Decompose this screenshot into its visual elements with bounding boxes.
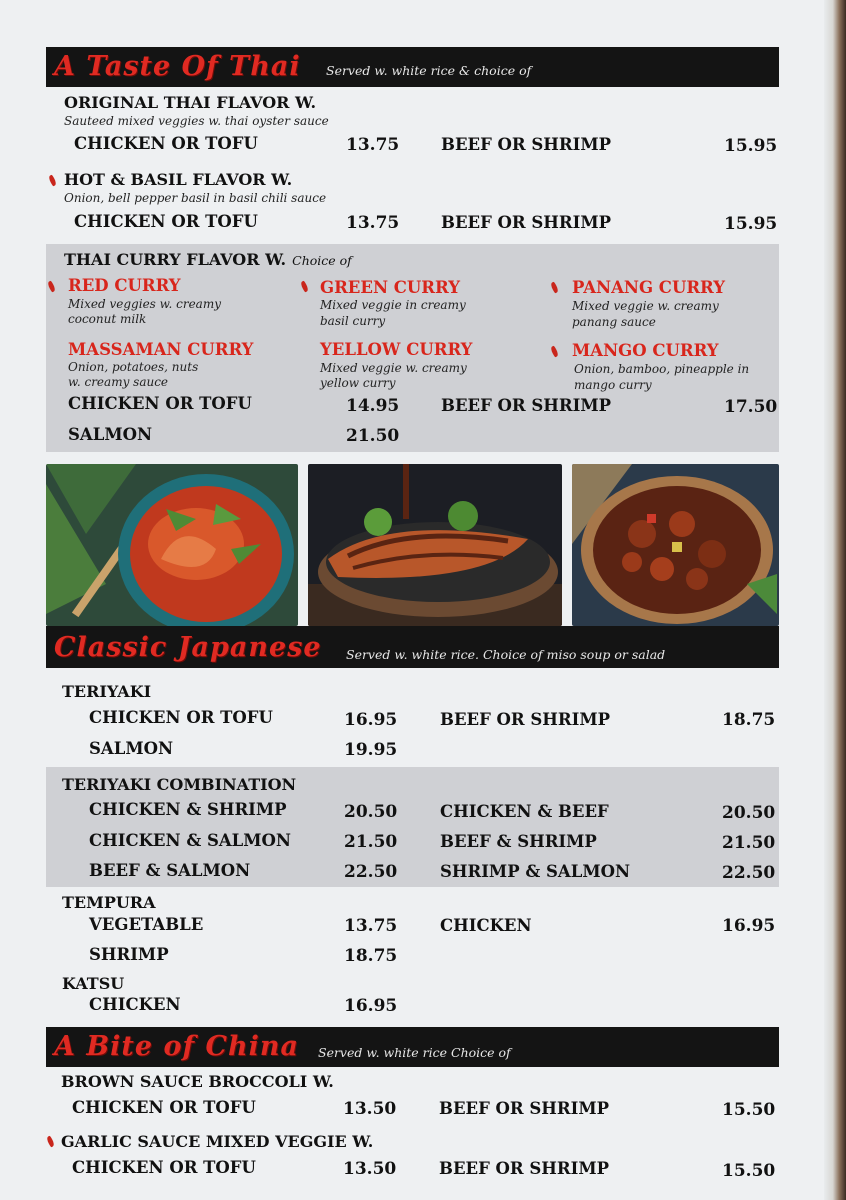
massaman-curry-desc-1: Onion, potatoes, nuts bbox=[68, 360, 199, 374]
tempura-price: 18.75 bbox=[344, 946, 398, 966]
original-thai-desc: Sauteed mixed veggies w. thai oyster sauce bbox=[64, 114, 329, 128]
original-thai-opt1: CHICKEN OR TOFU bbox=[74, 134, 258, 153]
teriyaki-heading: TERIYAKI bbox=[62, 682, 152, 701]
thai-subtitle: Served w. white rice & choice of bbox=[326, 63, 532, 78]
combination-item: BEEF & SALMON bbox=[89, 861, 251, 880]
katsu-heading: KATSU bbox=[62, 974, 125, 993]
mango-curry: MANGO CURRY bbox=[572, 341, 719, 360]
red-curry-desc-1: Mixed veggies w. creamy bbox=[68, 297, 221, 311]
katsu-item: CHICKEN bbox=[89, 995, 181, 1014]
massaman-curry: MASSAMAN CURRY bbox=[68, 340, 254, 359]
hot-basil-desc: Onion, bell pepper basil in basil chili sauce bbox=[64, 191, 327, 205]
panang-curry-desc-2: panang sauce bbox=[572, 315, 656, 329]
thai-title: A Taste Of Thai bbox=[54, 51, 301, 82]
japanese-banner bbox=[46, 626, 779, 668]
chinese-stir-fry-photo bbox=[572, 464, 779, 626]
china-subtitle: Served w. white rice Choice of bbox=[318, 1045, 511, 1060]
yellow-curry-desc-2: yellow curry bbox=[320, 376, 396, 390]
curry-heading-text: THAI CURRY FLAVOR W. bbox=[64, 250, 287, 269]
combination-price: 21.50 bbox=[722, 833, 776, 853]
teriyaki-item: BEEF OR SHRIMP bbox=[440, 710, 610, 729]
garlic-sauce-heading: GARLIC SAUCE MIXED VEGGIE W. bbox=[61, 1132, 374, 1151]
japanese-subtitle: Served w. white rice. Choice of miso soup or salad bbox=[346, 647, 666, 662]
tempura-item: VEGETABLE bbox=[89, 915, 204, 934]
panang-curry-desc-1: Mixed veggie w. creamy bbox=[572, 299, 719, 313]
green-curry-desc-1: Mixed veggie in creamy bbox=[320, 298, 466, 312]
combination-price: 20.50 bbox=[722, 803, 776, 823]
tempura-price: 16.95 bbox=[722, 916, 776, 936]
brown-sauce-price2: 15.50 bbox=[722, 1100, 776, 1120]
combination-item: CHICKEN & BEEF bbox=[440, 802, 609, 821]
combination-item: CHICKEN & SALMON bbox=[89, 831, 291, 850]
combination-item: CHICKEN & SHRIMP bbox=[89, 800, 287, 819]
china-banner bbox=[46, 1027, 779, 1067]
menu-page bbox=[46, 0, 779, 1200]
curry-choice: Choice of bbox=[292, 253, 352, 268]
teriyaki-salmon-photo-image bbox=[308, 464, 562, 626]
garlic-sauce-price1: 13.50 bbox=[343, 1159, 397, 1179]
hot-basil-opt2: BEEF OR SHRIMP bbox=[441, 213, 611, 232]
curry-opt3: SALMON bbox=[68, 425, 153, 444]
curry-opt1: CHICKEN OR TOFU bbox=[68, 394, 252, 413]
combination-heading: TERIYAKI COMBINATION bbox=[62, 775, 297, 794]
yellow-curry: YELLOW CURRY bbox=[320, 340, 473, 359]
mango-curry-desc-2: mango curry bbox=[574, 378, 652, 392]
brown-sauce-heading: BROWN SAUCE BROCCOLI W. bbox=[61, 1072, 334, 1091]
panang-curry: PANANG CURRY bbox=[572, 278, 726, 297]
curry-price2: 17.50 bbox=[724, 397, 778, 417]
combination-price: 21.50 bbox=[344, 832, 398, 852]
yellow-curry-desc-1: Mixed veggie w. creamy bbox=[320, 361, 467, 375]
teriyaki-salmon-photo bbox=[308, 464, 562, 626]
curry-price3: 21.50 bbox=[346, 426, 400, 446]
hot-basil-opt1: CHICKEN OR TOFU bbox=[74, 212, 258, 231]
brown-sauce-opt2: BEEF OR SHRIMP bbox=[439, 1099, 609, 1118]
brown-sauce-opt1: CHICKEN OR TOFU bbox=[72, 1098, 256, 1117]
original-thai-price2: 15.95 bbox=[724, 136, 778, 156]
mango-curry-desc-1: Onion, bamboo, pineapple in bbox=[574, 362, 750, 376]
garlic-sauce-price2: 15.50 bbox=[722, 1161, 776, 1181]
chili-pepper-icon bbox=[46, 1135, 56, 1147]
chinese-stir-fry-photo-image bbox=[572, 464, 779, 626]
garlic-sauce-opt2: BEEF OR SHRIMP bbox=[439, 1159, 609, 1178]
green-curry: GREEN CURRY bbox=[320, 278, 461, 297]
teriyaki-item: CHICKEN OR TOFU bbox=[89, 708, 273, 727]
tempura-item: CHICKEN bbox=[440, 916, 532, 935]
brown-sauce-price1: 13.50 bbox=[343, 1099, 397, 1119]
curry-price1: 14.95 bbox=[346, 396, 400, 416]
tempura-heading: TEMPURA bbox=[62, 893, 156, 912]
original-thai-heading: ORIGINAL THAI FLAVOR W. bbox=[64, 93, 317, 112]
katsu-price: 16.95 bbox=[344, 996, 398, 1016]
garlic-sauce-opt1: CHICKEN OR TOFU bbox=[72, 1158, 256, 1177]
combination-item: SHRIMP & SALMON bbox=[440, 862, 631, 881]
hot-basil-price1: 13.75 bbox=[346, 213, 400, 233]
thai-banner bbox=[46, 47, 779, 87]
teriyaki-price: 18.75 bbox=[722, 710, 776, 730]
teriyaki-item: SALMON bbox=[89, 739, 174, 758]
china-title: A Bite of China bbox=[54, 1031, 300, 1062]
chili-pepper-icon bbox=[48, 174, 58, 186]
teriyaki-price: 19.95 bbox=[344, 740, 398, 760]
combination-price: 22.50 bbox=[722, 863, 776, 883]
green-curry-desc-2: basil curry bbox=[320, 314, 386, 328]
combination-price: 20.50 bbox=[344, 802, 398, 822]
teriyaki-price: 16.95 bbox=[344, 710, 398, 730]
tempura-item: SHRIMP bbox=[89, 945, 169, 964]
original-thai-price1: 13.75 bbox=[346, 135, 400, 155]
menu-page-edge bbox=[824, 0, 846, 1200]
red-curry-photo-image bbox=[46, 464, 298, 626]
red-curry-photo bbox=[46, 464, 298, 626]
japanese-title: Classic Japanese bbox=[54, 632, 322, 663]
curry-opt2: BEEF OR SHRIMP bbox=[441, 396, 611, 415]
red-curry: RED CURRY bbox=[68, 276, 181, 295]
combination-item: BEEF & SHRIMP bbox=[440, 832, 597, 851]
combination-price: 22.50 bbox=[344, 862, 398, 882]
hot-basil-heading: HOT & BASIL FLAVOR W. bbox=[64, 170, 293, 189]
red-curry-desc-2: coconut milk bbox=[68, 312, 147, 326]
tempura-price: 13.75 bbox=[344, 916, 398, 936]
original-thai-opt2: BEEF OR SHRIMP bbox=[441, 135, 611, 154]
massaman-curry-desc-2: w. creamy sauce bbox=[68, 375, 169, 389]
curry-heading bbox=[64, 250, 352, 269]
hot-basil-price2: 15.95 bbox=[724, 214, 778, 234]
